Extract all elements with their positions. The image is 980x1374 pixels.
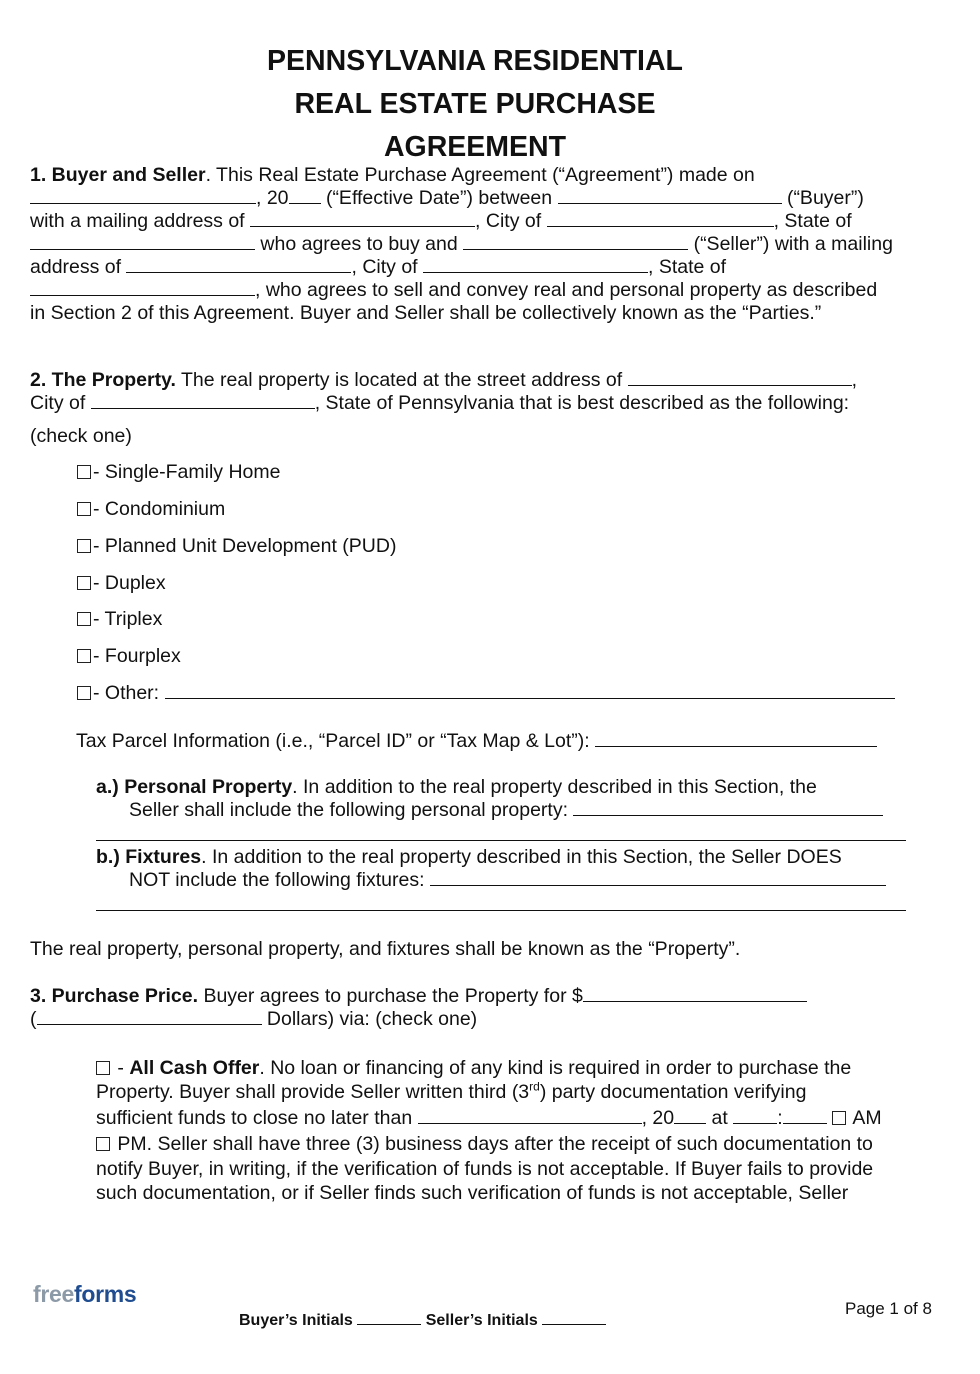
checkbox[interactable] — [77, 576, 91, 590]
option-condominium: - Condominium — [77, 498, 225, 521]
am-checkbox[interactable] — [832, 1111, 846, 1125]
document-title — [0, 40, 950, 169]
close-minute-field[interactable] — [783, 1108, 827, 1124]
buyer-name-field[interactable] — [558, 188, 782, 204]
initials-line: Buyer’s Initials Seller’s Initials — [239, 1309, 606, 1332]
effective-year-field[interactable] — [289, 188, 321, 204]
section-1-line-7: in Section 2 of this Agreement. Buyer and Seller shall be collectively known as the “Parties.” — [30, 302, 822, 324]
checkbox[interactable] — [77, 612, 91, 626]
seller-address-field[interactable] — [126, 257, 351, 273]
tax-parcel-field[interactable] — [595, 731, 877, 747]
title-line-2: REAL ESTATE PURCHASE — [294, 88, 656, 120]
cash-offer-line-5: notify Buyer, in writing, if the verification of funds is not acceptable. If Buyer fails to provide — [96, 1158, 874, 1180]
title-line-1: PENNSYLVANIA RESIDENTIAL — [267, 45, 683, 77]
section-1-heading: 1. Buyer and Seller — [30, 164, 206, 186]
page-number: Page 1 of 8 — [845, 1299, 932, 1318]
section-2-line-1: 2. The Property. The real property is located at the street address of , — [30, 369, 857, 391]
buyer-state-field[interactable] — [30, 234, 255, 250]
buyer-initials-field[interactable] — [357, 1312, 421, 1325]
checkbox[interactable] — [77, 539, 91, 553]
property-city-field[interactable] — [91, 393, 315, 409]
tax-parcel-line: Tax Parcel Information (i.e., “Parcel ID” or “Tax Map & Lot”): — [76, 730, 877, 753]
option-duplex: - Duplex — [77, 572, 166, 595]
section-3-heading: 3. Purchase Price. — [30, 985, 199, 1007]
cash-offer-line-1: - All Cash Offer. No loan or financing of any kind is required in order to purchase the — [96, 1057, 851, 1080]
fixtures-line-1: b.) Fixtures. In addition to the real property described in this Section, the Seller DOES — [96, 846, 842, 868]
fixtures-line-2: NOT include the following fixtures: — [129, 869, 886, 892]
option-triplex: - Triplex — [77, 608, 162, 631]
personal-property-extra-line[interactable] — [96, 840, 906, 841]
check-one-label: (check one) — [30, 425, 132, 447]
option-fourplex: - Fourplex — [77, 645, 181, 668]
buyer-city-field[interactable] — [547, 211, 774, 227]
personal-property-heading: Personal Property — [124, 776, 293, 798]
section-2-line-2: City of , State of Pennsylvania that is best described as the following: — [30, 392, 850, 414]
seller-state-field[interactable] — [30, 280, 255, 296]
cash-offer-line-2: Property. Buyer shall provide Seller written third (3rd) party documentation verifying — [96, 1079, 807, 1103]
section-1-line-6: , who agrees to sell and convey real and personal property as described — [30, 279, 877, 302]
property-street-field[interactable] — [628, 370, 852, 386]
personal-property-line-2: Seller shall include the following personal property: — [129, 799, 883, 822]
buyer-address-field[interactable] — [250, 211, 475, 227]
section-1-line-1: 1. Buyer and Seller. This Real Estate Purchase Agreement (“Agreement”) made on — [30, 164, 755, 186]
option-single-family: - Single-Family Home — [77, 461, 280, 484]
personal-property-line-1: a.) Personal Property. In addition to the real property described in this Section, the — [96, 776, 817, 798]
checkbox[interactable] — [77, 649, 91, 663]
section-3-line-2: ( Dollars) via: (check one) — [30, 1008, 478, 1030]
checkbox[interactable] — [77, 465, 91, 479]
other-field[interactable] — [165, 683, 895, 699]
seller-city-field[interactable] — [423, 257, 648, 273]
seller-name-field[interactable] — [463, 234, 688, 250]
section-1-line-3: with a mailing address of , City of , State of — [30, 210, 852, 232]
fixtures-field[interactable] — [430, 870, 886, 886]
section-1-line-5: address of , City of , State of — [30, 256, 727, 278]
cash-offer-line-6: such documentation, or if Seller finds such verification of funds is not acceptable, Seller — [96, 1182, 849, 1204]
option-pud: - Planned Unit Development (PUD) — [77, 535, 396, 558]
checkbox[interactable] — [77, 502, 91, 516]
seller-initials-field[interactable] — [542, 1312, 606, 1325]
property-summary: The real property, personal property, and fixtures shall be known as the “Property”. — [30, 938, 741, 960]
fixtures-heading: Fixtures — [125, 846, 202, 868]
close-year-field[interactable] — [674, 1108, 706, 1124]
checkbox[interactable] — [77, 686, 91, 700]
close-date-field[interactable] — [418, 1108, 642, 1124]
title-line-3: AGREEMENT — [383, 131, 567, 163]
section-1-line-2: , 20 (“Effective Date”) between (“Buyer”) — [30, 187, 864, 210]
fixtures-extra-line[interactable] — [96, 910, 906, 911]
cash-offer-line-3: sufficient funds to close no later than , 20 at : AM — [96, 1107, 882, 1129]
purchase-price-field[interactable] — [583, 986, 807, 1002]
effective-date-field[interactable] — [30, 188, 256, 204]
cash-offer-line-4: PM. Seller shall have three (3) business days after the receipt of such documentation to — [96, 1133, 873, 1156]
cash-offer-heading: All Cash Offer — [129, 1057, 260, 1079]
cash-offer-checkbox[interactable] — [96, 1061, 110, 1075]
freeforms-logo: freeforms — [33, 1281, 137, 1307]
pm-checkbox[interactable] — [96, 1137, 110, 1151]
section-2-heading: 2. The Property. — [30, 369, 176, 391]
section-3-line-1: 3. Purchase Price. Buyer agrees to purchase the Property for $ — [30, 985, 807, 1008]
purchase-price-words-field[interactable] — [37, 1009, 262, 1025]
personal-property-field[interactable] — [573, 800, 883, 816]
option-other: - Other: — [77, 682, 895, 705]
section-1-line-4: who agrees to buy and (“Seller”) with a mailing — [30, 233, 893, 256]
close-hour-field[interactable] — [733, 1108, 777, 1124]
